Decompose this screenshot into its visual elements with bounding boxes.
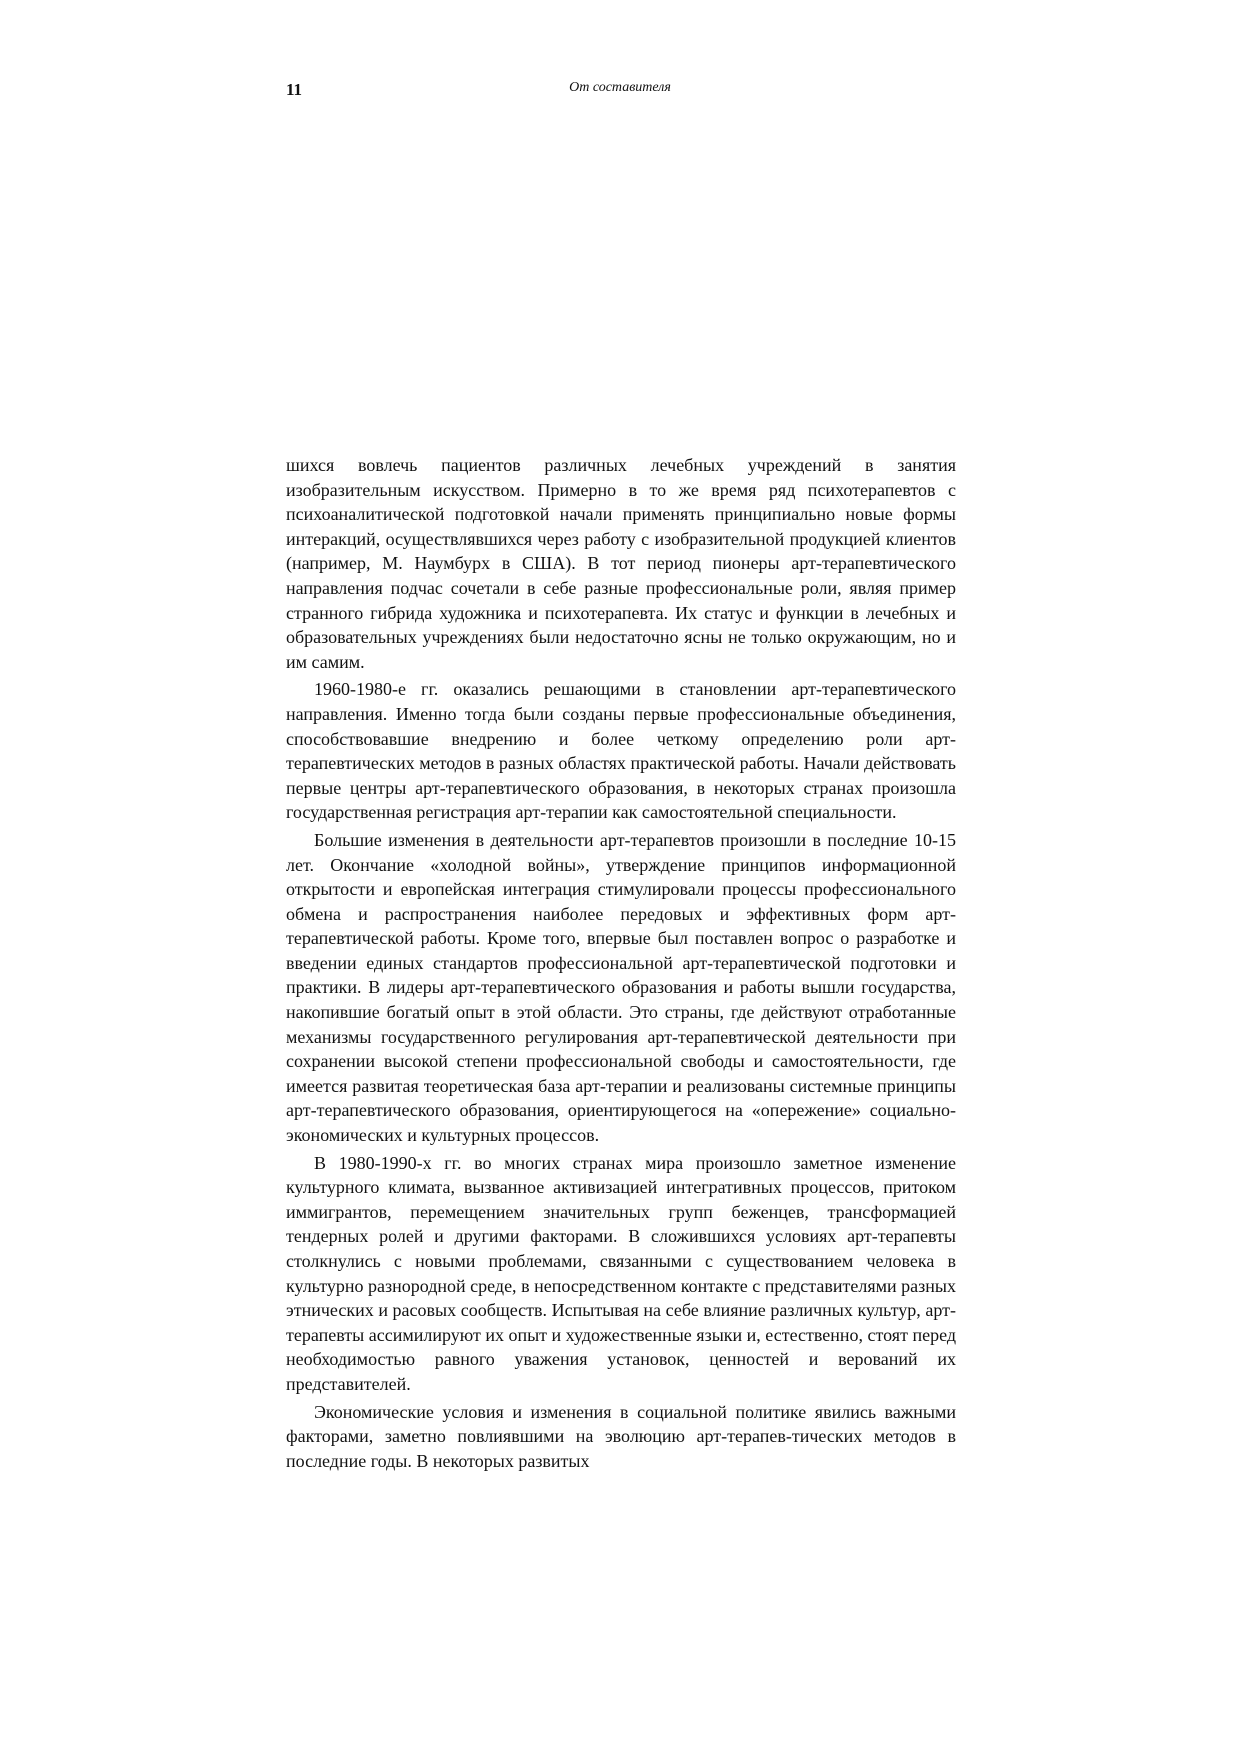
paragraph: шихся вовлечь пациентов различных лечебных учреждений в занятия изобразительным искусством. Примерно в то же время ряд психотерапевтов с психоаналитической подготовкой начали применять принципиально новые формы интеракций, осуществлявшихся через работу с изобразительной продукцией клиентов (например, М. Наумбурх в США). В тот период пионеры арт-терапевтического направления подчас сочетали в себе разные профессиональные роли, являя пример странного гибрида художника и психотерапевта. Их статус и функции в лечебных и образовательных учреждениях были недостаточно ясны не только окружающим, но и им самим.: [286, 455, 956, 672]
page-number: 11: [286, 80, 303, 99]
paragraph: Экономические условия и изменения в социальной политике явились важными факторами, заметно повлиявшими на эволюцию арт-терапев-тических методов в последние годы. В некоторых развитых: [286, 1401, 956, 1471]
paragraph: В 1980-1990-х гг. во многих странах мира произошло заметное изменение культурного климата, вызванное активизацией интегративных процессов, притоком иммигрантов, перемещением значительных групп беженцев, трансформацией тендерных ролей и другими факторами. В сложившихся условиях арт-терапевты столкнулись с новыми проблемами, связанными с существованием человека в культурно разнородной среде, в непосредственном контакте с представителями разных этнических и расовых сообществ. Испытывая на себе влияние различных культур, арт-терапевты ассимилируют их опыт и художественные языки и, естественно, стоят перед необходимостью равного уважения установок, ценностей и верований их представителей.: [286, 1152, 956, 1394]
paragraph: 1960-1980-е гг. оказались решающими в становлении арт-терапевтического направления. Именно тогда были созданы первые профессиональные объединения, способствовавшие внедрению и более четкому определению роли арт-терапевтических методов в разных областях практической работы. Начали действовать первые центры арт-терапевтического образования, в некоторых странах произошла государственная регистрация арт-терапии как самостоятельной специальности.: [286, 679, 956, 823]
running-head: От составителя: [569, 80, 671, 95]
paragraph: Большие изменения в деятельности арт-терапевтов произошли в последние 10-15 лет. Окончание «холодной войны», утверждение принципов информационной открытости и европейская интеграция стимулировали процессы профессионального обмена и распространения наиболее передовых и эффективных форм арт-терапевтической работы. Кроме того, впервые был поставлен вопрос о разработке и введении единых стандартов профессиональной арт-терапевтической подготовки и практики. В лидеры арт-терапевтического образования и работы вышли государства, накопившие богатый опыт в этой области. Это страны, где действуют отработанные механизмы государственного регулирования арт-терапевтической деятельности при сохранении высокой степени профессиональной свободы и самостоятельности, где имеется развитая теоретическая база арт-терапии и реализованы системные принципы арт-терапевтического образования, ориентирующегося на «опережение» социально-экономических и культурных процессов.: [286, 829, 956, 1146]
body-text: [286, 453, 956, 1476]
